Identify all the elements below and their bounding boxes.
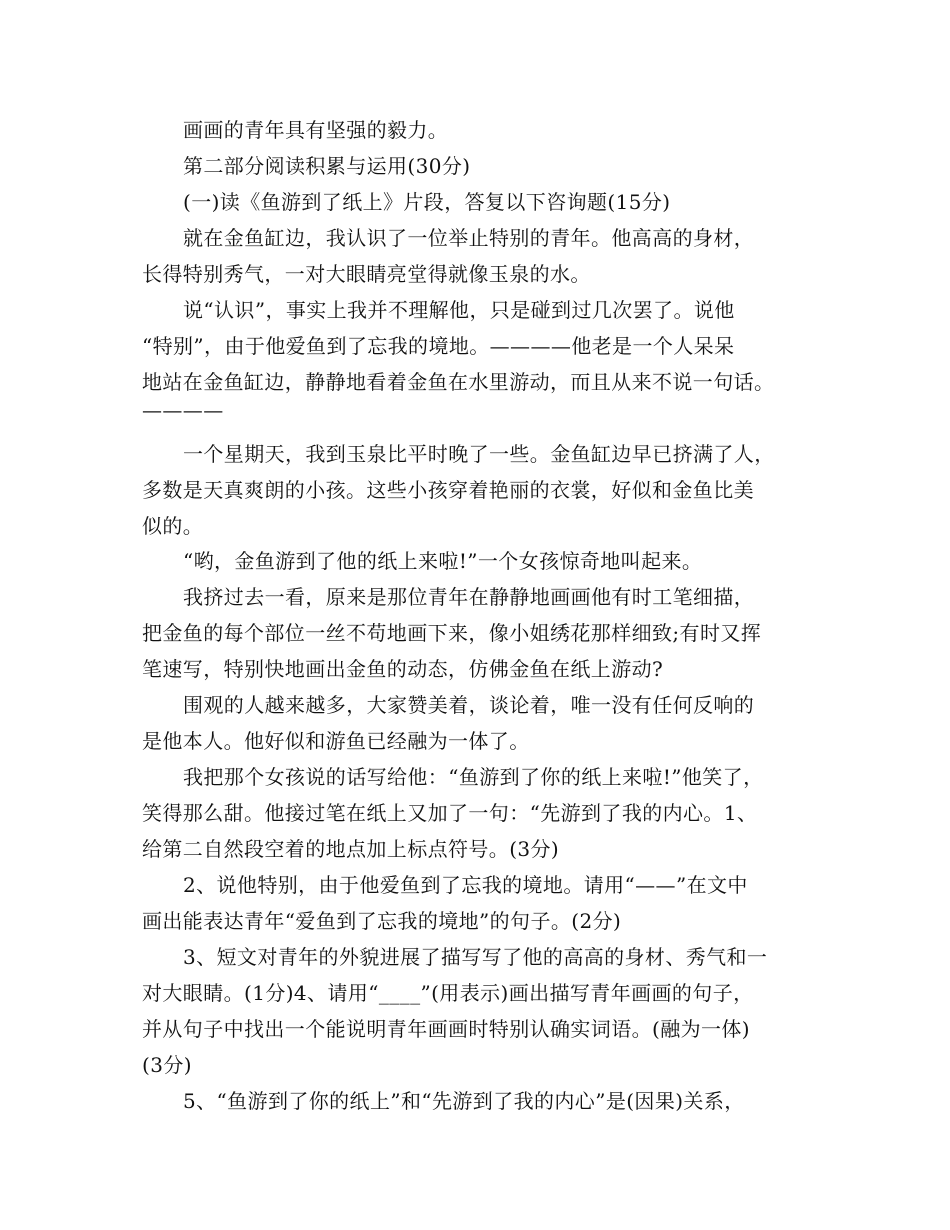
subsection-heading: (一)读《鱼游到了纸上》片段，答复以下咨询题(15分) <box>183 190 671 214</box>
text-line: 长得特别秀气，一对大眼睛亮堂得就像玉泉的水。 <box>142 262 591 286</box>
text-line: 围观的人越来越多，大家赞美着，谈论着，唯一没有任何反响的 <box>183 693 755 717</box>
question-line: 画出能表达青年“爱鱼到了忘我的境地”的句子。(2分) <box>142 909 622 933</box>
section-heading: 第二部分阅读积累与运用(30分) <box>183 154 471 178</box>
text-line: 说“认识”，事实上我并不理解他，只是碰到过几次罢了。说他 <box>183 298 735 322</box>
text-line: 笑得那么甜。他接过笔在纸上又加了一句：“先游到了我的内心。1、 <box>142 801 758 825</box>
text-line: 画画的青年具有坚强的毅力。 <box>183 118 449 142</box>
text-line: 一个星期天，我到玉泉比平时晚了一些。金鱼缸边早已挤满了人， <box>183 442 775 466</box>
question-line: 5、“鱼游到了你的纸上”和“先游到了我的内心”是(因果)关系， <box>183 1089 745 1113</box>
question-line: 并从句子中找出一个能说明青年画画时特别认确实词语。(融为一体) <box>142 1017 751 1041</box>
text-line: 把金鱼的每个部位一丝不苟地画下来，像小姐绣花那样细致;有时又挥 <box>142 621 762 645</box>
text-line: 似的。 <box>142 514 204 538</box>
question-line: 3、短文对青年的外貌进展了描写写了他的高高的身材、秀气和一 <box>183 945 768 969</box>
question-line: (3分) <box>142 1053 192 1077</box>
text-line: ———— <box>142 398 224 422</box>
text-line: 就在金鱼缸边，我认识了一位举止特别的青年。他高高的身材， <box>183 226 755 250</box>
text-line: 我把那个女孩说的话写给他：“鱼游到了你的纸上来啦!”他笑了， <box>183 765 764 789</box>
question-line: 对大眼睛。(1分)4、请用“____”(用表示)画出描写青年画画的句子， <box>142 981 754 1005</box>
text-line: 多数是天真爽朗的小孩。这些小孩穿着艳丽的衣裳，好似和金鱼比美 <box>142 478 754 502</box>
text-line: 地站在金鱼缸边，静静地看着金鱼在水里游动，而且从来不说一句话。 <box>142 370 775 394</box>
question-line: 给第二自然段空着的地点加上标点符号。(3分) <box>142 837 560 861</box>
text-line: 笔速写，特别快地画出金鱼的动态，仿佛金鱼在纸上游动? <box>142 657 664 681</box>
text-line: 是他本人。他好似和游鱼已经融为一体了。 <box>142 729 530 753</box>
question-line: 2、说他特别，由于他爱鱼到了忘我的境地。请用“——”在文中 <box>183 873 748 897</box>
text-line: “哟，金鱼游到了他的纸上来啦!”一个女孩惊奇地叫起来。 <box>183 549 703 573</box>
text-line: “特别”，由于他爱鱼到了忘我的境地。————他老是一个人呆呆 <box>142 334 735 358</box>
text-line: 我挤过去一看，原来是那位青年在静静地画画他有时工笔细描， <box>183 585 755 609</box>
